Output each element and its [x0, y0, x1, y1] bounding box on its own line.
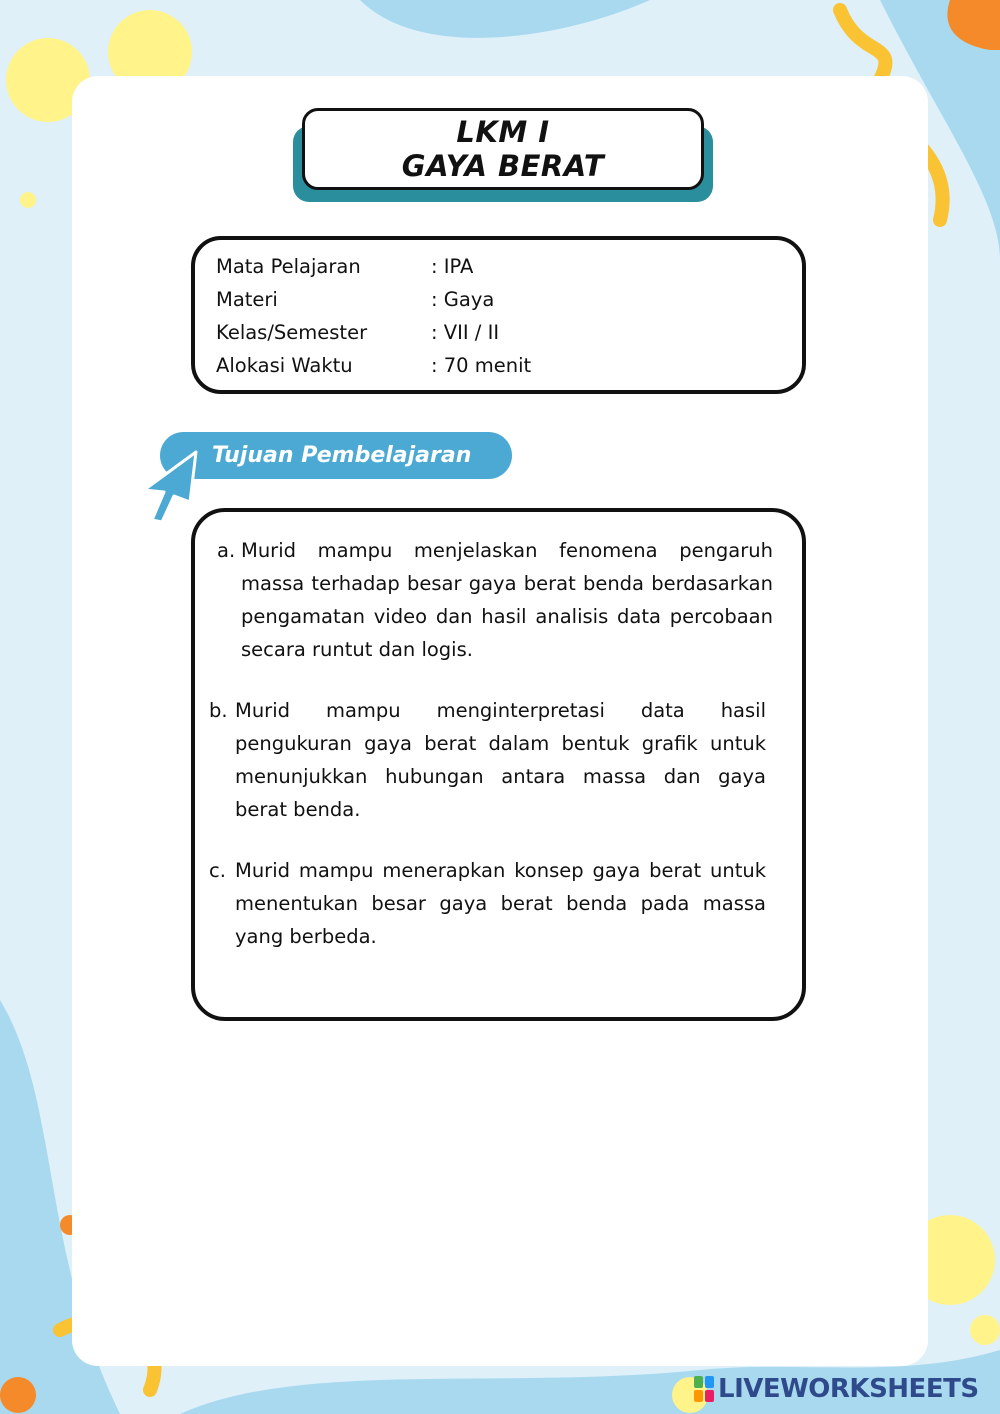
cursor-arrow-icon	[142, 450, 200, 524]
orange-dot	[0, 1377, 36, 1413]
goal-item	[217, 534, 773, 666]
title-card	[302, 108, 704, 190]
info-row-class	[216, 316, 802, 349]
goal-text: Murid mampu menginterpretasi data hasil pengukuran gaya berat dalam bentuk grafik untuk menunjukkan hubungan antara massa dan gaya berat benda.	[235, 699, 766, 821]
yellow-bubble	[970, 1315, 1000, 1345]
goal-marker: b.	[209, 699, 228, 722]
info-value: : Gaya	[431, 288, 495, 311]
info-value: : IPA	[431, 255, 474, 278]
info-label: Mata Pelajaran	[216, 255, 361, 278]
goal-text: Murid mampu menerapkan konsep gaya berat untuk menentukan besar gaya berat benda pada massa yang berbeda.	[235, 859, 766, 948]
goal-item	[209, 694, 766, 826]
liveworksheets-brand[interactable]	[694, 1374, 979, 1404]
info-card	[191, 236, 806, 394]
info-row-subject	[216, 250, 802, 283]
title-line-2: GAYA BERAT	[401, 149, 605, 183]
brand-name: LIVEWORKSHEETS	[718, 1374, 979, 1404]
goal-text: Murid mampu menjelaskan fenomena pengaruh massa terhadap besar gaya berat benda berdasarkan pengamatan video dan hasil analisis data percobaan secara runtut dan logis.	[241, 539, 773, 661]
title-line-1: LKM I	[456, 115, 550, 149]
yellow-bubble	[20, 192, 36, 208]
info-label: Materi	[216, 288, 278, 311]
info-row-material	[216, 283, 802, 316]
goal-item	[209, 854, 766, 953]
liveworksheets-logo-icon	[694, 1376, 714, 1402]
section-label: Tujuan Pembelajaran	[212, 443, 472, 468]
learning-goals-card	[191, 508, 806, 1021]
info-row-time	[216, 349, 802, 382]
info-value: : VII / II	[431, 321, 500, 344]
section-header-tujuan	[160, 432, 512, 479]
info-value: : 70 menit	[431, 354, 532, 377]
goal-marker: c.	[209, 859, 226, 882]
info-label: Kelas/Semester	[216, 321, 368, 344]
info-label: Alokasi Waktu	[216, 354, 353, 377]
goal-marker: a.	[217, 539, 236, 562]
